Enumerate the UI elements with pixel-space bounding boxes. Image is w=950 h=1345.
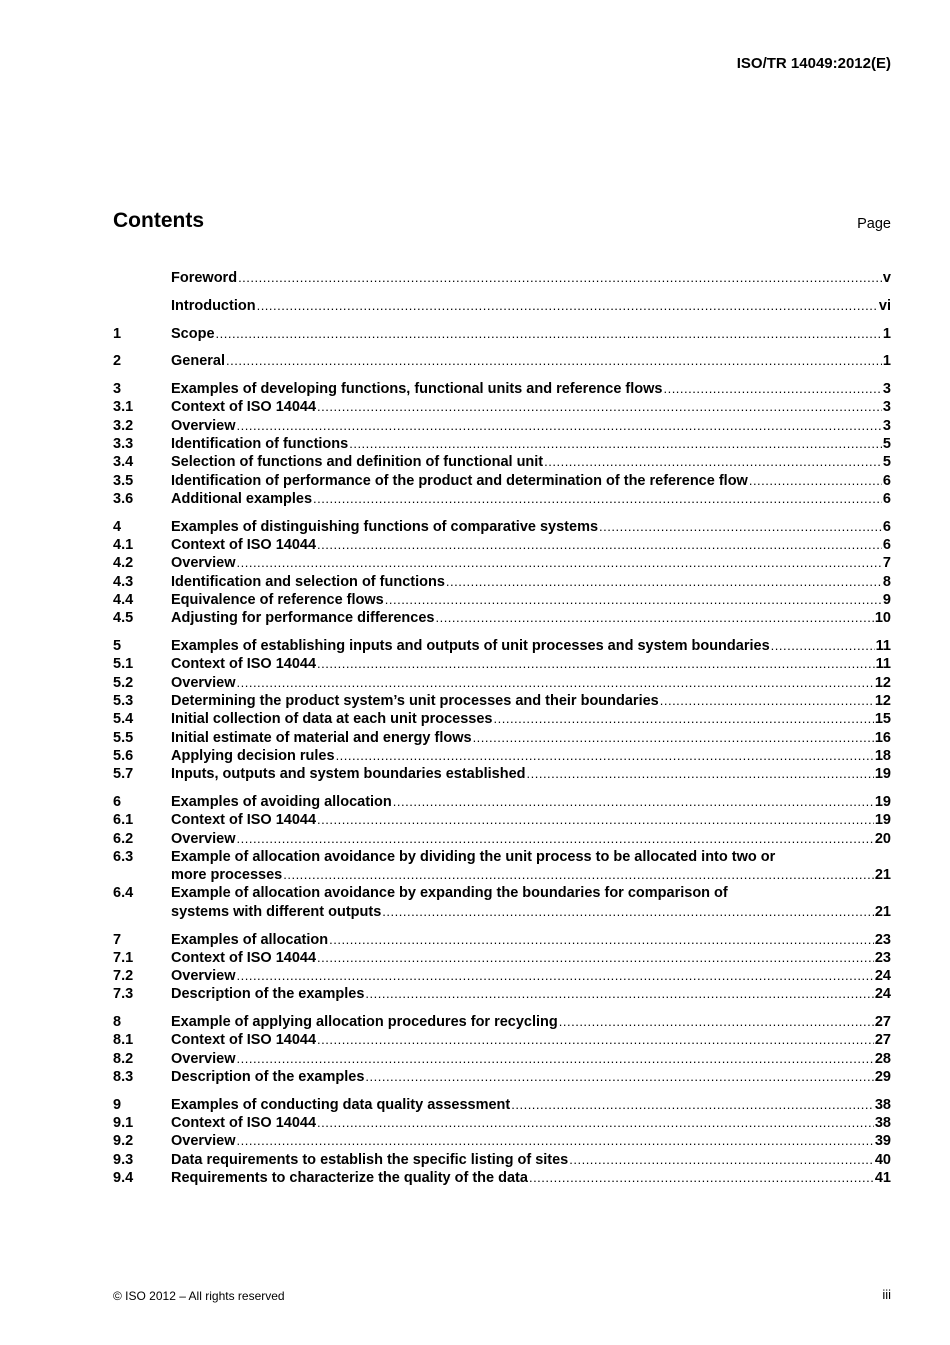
toc-entry-number: 3.2: [113, 417, 134, 434]
dot-leader: [317, 1114, 874, 1132]
toc-entry-page: 18: [874, 747, 891, 764]
toc-entry-page: 27: [874, 1014, 891, 1031]
toc-entry[interactable]: [113, 884, 891, 921]
toc-entry-page: 6: [882, 518, 891, 535]
toc-entry-title: Description of the examples: [171, 1069, 365, 1086]
toc-group: [113, 269, 891, 287]
toc-entry-page: 3: [882, 417, 891, 434]
dot-leader: [237, 1050, 874, 1068]
toc-entry-title: Overview: [171, 417, 236, 434]
toc-entry-title: Adjusting for performance differences: [171, 610, 435, 627]
dot-leader: [257, 297, 878, 315]
toc-entry-page: v: [882, 270, 891, 286]
toc-entry[interactable]: [113, 1151, 891, 1169]
toc-entry-number: 8.3: [113, 1069, 134, 1086]
toc-entry-title-continuation: more processes: [171, 867, 283, 884]
toc-entry-number: 3.5: [113, 472, 134, 489]
toc-group: [113, 637, 891, 783]
dot-leader: [237, 554, 882, 572]
toc-entry-page: 38: [874, 1096, 891, 1113]
dot-leader: [216, 325, 882, 343]
toc-entry-page: 11: [875, 638, 891, 655]
toc-entry-title: Identification and selection of functions: [171, 573, 445, 590]
toc-entry-number: 4.5: [113, 610, 134, 627]
toc-entry-number: 9.4: [113, 1170, 134, 1187]
toc-entry[interactable]: [113, 609, 891, 627]
toc-entry-number: 9.3: [113, 1151, 134, 1168]
dot-leader: [329, 931, 874, 949]
dot-leader: [237, 417, 882, 435]
toc-entry-title: Initial collection of data at each unit processes: [171, 711, 493, 728]
toc-entry-page: 10: [874, 610, 891, 627]
toc-entry-number: 8: [113, 1014, 122, 1031]
toc-entry-title: Overview: [171, 968, 236, 985]
toc-entry-title: Example of allocation avoidance by expanding the boundaries for comparison of: [171, 885, 728, 902]
toc-entry[interactable]: [113, 793, 891, 811]
toc-entry-title: Examples of distinguishing functions of comparative systems: [171, 518, 599, 535]
toc-entry[interactable]: [113, 1031, 891, 1049]
toc-entry[interactable]: [113, 830, 891, 848]
dot-leader: [385, 591, 882, 609]
toc-entry[interactable]: [113, 674, 891, 692]
toc-entry-page: 6: [882, 537, 891, 554]
toc-entry-page: 28: [874, 1050, 891, 1067]
toc-entry-title: Examples of allocation: [171, 931, 329, 948]
dot-leader: [317, 811, 874, 829]
dot-leader: [317, 1031, 874, 1049]
toc-entry[interactable]: [113, 269, 891, 287]
toc-entry[interactable]: [113, 985, 891, 1003]
page-number: iii: [882, 1287, 891, 1302]
dot-leader: [349, 435, 882, 453]
toc-entry-title: Overview: [171, 555, 236, 572]
dot-leader: [660, 692, 874, 710]
toc-entry-number: 7.2: [113, 968, 134, 985]
dot-leader: [473, 729, 874, 747]
dot-leader: [317, 949, 874, 967]
toc-entry-title: Additional examples: [171, 490, 313, 507]
toc-entry-number: 4.3: [113, 573, 134, 590]
toc-entry[interactable]: [113, 655, 891, 673]
toc-entry-title: Overview: [171, 1133, 236, 1150]
toc-entry-title: Applying decision rules: [171, 747, 335, 764]
page-column-label: Page: [857, 216, 891, 232]
toc-entry-number: 3.4: [113, 454, 134, 471]
toc-entry-title: Description of the examples: [171, 986, 365, 1003]
toc-entry-page: 6: [882, 472, 891, 489]
toc-entry-page: 5: [882, 436, 891, 453]
toc-entry[interactable]: [113, 1169, 891, 1187]
toc-entry-page: 16: [874, 729, 891, 746]
toc-entry-title: Context of ISO 14044: [171, 399, 317, 416]
toc-entry-title: Requirements to characterize the quality of the data: [171, 1170, 528, 1187]
toc-entry-number: 4.2: [113, 555, 134, 572]
toc-entry[interactable]: [113, 710, 891, 728]
toc-entry[interactable]: [113, 931, 891, 949]
dot-leader: [527, 765, 874, 783]
toc-entry[interactable]: [113, 536, 891, 554]
toc-entry-number: 5.4: [113, 711, 134, 728]
toc-entry-number: 7.3: [113, 986, 134, 1003]
toc-entry-page: 11: [875, 656, 891, 673]
toc-entry-title: Example of allocation avoidance by dividing the unit process to be allocated into two or: [171, 848, 776, 865]
toc-entry-page: 6: [882, 490, 891, 507]
toc-group: [113, 1013, 891, 1086]
toc-entry-page: 3: [882, 399, 891, 416]
toc-entry-title: Context of ISO 14044: [171, 1115, 317, 1132]
toc-entry-title: Foreword: [171, 270, 238, 286]
toc-entry[interactable]: [113, 453, 891, 471]
dot-leader: [446, 573, 882, 591]
dot-leader: [365, 985, 873, 1003]
dot-leader: [313, 490, 882, 508]
toc-entry[interactable]: [113, 1050, 891, 1068]
dot-leader: [237, 674, 874, 692]
toc-entry-page: 21: [874, 903, 891, 920]
toc-entry-title: Overview: [171, 674, 236, 691]
toc-entry-page: 5: [882, 454, 891, 471]
dot-leader: [663, 380, 881, 398]
toc-entry[interactable]: [113, 692, 891, 710]
toc-entry-page: 1: [882, 353, 891, 370]
toc-entry-number: 3.1: [113, 399, 134, 416]
toc-entry[interactable]: [113, 949, 891, 967]
dot-leader: [382, 903, 874, 921]
toc-entry-title: Context of ISO 14044: [171, 812, 317, 829]
table-of-contents: [113, 269, 891, 1197]
toc-entry[interactable]: [113, 1132, 891, 1150]
toc-entry-number: 4.1: [113, 537, 134, 554]
dot-leader: [317, 536, 882, 554]
dot-leader: [283, 866, 874, 884]
toc-entry[interactable]: [113, 591, 891, 609]
toc-entry-number: 7.1: [113, 949, 134, 966]
toc-entry[interactable]: [113, 1114, 891, 1132]
toc-entry[interactable]: [113, 325, 891, 343]
toc-entry-number: 5.7: [113, 766, 134, 783]
dot-leader: [569, 1151, 874, 1169]
dot-leader: [511, 1096, 874, 1114]
contents-heading: Contents: [113, 209, 204, 232]
toc-entry-number: 5.2: [113, 674, 134, 691]
toc-entry-number: 2: [113, 353, 122, 370]
toc-entry-number: 8.1: [113, 1032, 134, 1049]
dot-leader: [317, 655, 875, 673]
toc-entry-title: Context of ISO 14044: [171, 1032, 317, 1049]
dot-leader: [237, 830, 874, 848]
document-id: ISO/TR 14049:2012(E): [736, 55, 891, 72]
toc-entry[interactable]: [113, 848, 891, 885]
toc-entry-number: 9.2: [113, 1133, 134, 1150]
toc-entry-title: Examples of developing functions, functional units and reference flows: [171, 381, 663, 398]
toc-entry[interactable]: [113, 967, 891, 985]
toc-entry-page: 12: [874, 674, 891, 691]
toc-entry-page: 12: [874, 692, 891, 709]
toc-entry-page: 24: [874, 986, 891, 1003]
toc-group: [113, 931, 891, 1004]
toc-entry-page: 9: [882, 591, 891, 608]
toc-group: [113, 518, 891, 628]
toc-entry-title: Overview: [171, 1050, 236, 1067]
toc-entry-number: 1: [113, 325, 122, 342]
toc-entry-page: 29: [874, 1069, 891, 1086]
toc-entry-number: 5.6: [113, 747, 134, 764]
toc-entry-title: Data requirements to establish the specific listing of sites: [171, 1151, 569, 1168]
dot-leader: [365, 1068, 873, 1086]
toc-group: [113, 297, 891, 315]
dot-leader: [771, 637, 875, 655]
toc-entry[interactable]: [113, 352, 891, 370]
toc-entry-title: Scope: [171, 325, 215, 342]
toc-entry[interactable]: [113, 297, 891, 315]
dot-leader: [393, 793, 874, 811]
toc-group: [113, 325, 891, 343]
toc-entry[interactable]: [113, 747, 891, 765]
toc-entry-page: 24: [874, 968, 891, 985]
toc-entry-number: 6.2: [113, 830, 134, 847]
toc-entry-page: 23: [874, 949, 891, 966]
toc-entry-title: Example of applying allocation procedures for recycling: [171, 1014, 558, 1031]
toc-entry-number: 5.5: [113, 729, 134, 746]
toc-entry-number: 6.1: [113, 812, 134, 829]
toc-entry-page: 38: [874, 1115, 891, 1132]
toc-entry-title: Identification of functions: [171, 436, 349, 453]
toc-entry-title: Selection of functions and definition of functional unit: [171, 454, 544, 471]
toc-entry-number: 4.4: [113, 591, 134, 608]
toc-group: [113, 380, 891, 508]
dot-leader: [336, 747, 874, 765]
toc-entry-number: 9: [113, 1096, 122, 1113]
dot-leader: [544, 453, 882, 471]
toc-entry-page: 21: [874, 867, 891, 884]
toc-entry-page: 23: [874, 931, 891, 948]
toc-group: [113, 793, 891, 921]
toc-entry-title: Examples of avoiding allocation: [171, 793, 392, 810]
toc-entry-number: 3.3: [113, 436, 134, 453]
toc-entry-number: 6.4: [113, 885, 134, 902]
toc-entry[interactable]: [113, 1013, 891, 1031]
toc-entry[interactable]: [113, 380, 891, 398]
toc-entry-title: Equivalence of reference flows: [171, 591, 384, 608]
toc-entry-title: Examples of establishing inputs and outputs of unit processes and system boundaries: [171, 638, 770, 655]
toc-entry-title-continuation: systems with different outputs: [171, 903, 382, 920]
toc-entry[interactable]: [113, 573, 891, 591]
dot-leader: [529, 1169, 874, 1187]
dot-leader: [559, 1013, 874, 1031]
toc-entry[interactable]: [113, 811, 891, 829]
dot-leader: [238, 269, 882, 287]
toc-entry-page: vi: [878, 297, 891, 314]
toc-entry-number: 8.2: [113, 1050, 134, 1067]
toc-entry-title: Overview: [171, 830, 236, 847]
dot-leader: [237, 967, 874, 985]
toc-entry[interactable]: [113, 417, 891, 435]
toc-entry[interactable]: [113, 472, 891, 490]
toc-entry[interactable]: [113, 554, 891, 572]
toc-entry-page: 41: [874, 1170, 891, 1187]
toc-entry-number: 3.6: [113, 490, 134, 507]
toc-entry-page: 8: [882, 573, 891, 590]
toc-entry[interactable]: [113, 518, 891, 536]
toc-entry-title: Identification of performance of the product and determination of the reference flow: [171, 472, 748, 489]
toc-entry[interactable]: [113, 1096, 891, 1114]
toc-entry-title: Initial estimate of material and energy flows: [171, 729, 472, 746]
toc-entry[interactable]: [113, 490, 891, 508]
toc-entry-number: 6: [113, 793, 122, 810]
toc-entry-number: 5.1: [113, 656, 134, 673]
toc-entry[interactable]: [113, 765, 891, 783]
toc-group: [113, 352, 891, 370]
toc-entry[interactable]: [113, 1068, 891, 1086]
toc-entry-page: 3: [882, 381, 891, 398]
dot-leader: [749, 472, 882, 490]
toc-entry-title: Determining the product system’s unit processes and their boundaries: [171, 692, 659, 709]
toc-entry-page: 20: [874, 830, 891, 847]
toc-entry-page: 19: [874, 793, 891, 810]
dot-leader: [317, 398, 882, 416]
toc-entry-page: 19: [874, 812, 891, 829]
toc-entry-number: 6.3: [113, 848, 134, 865]
toc-entry-title: Introduction: [171, 297, 256, 314]
dot-leader: [494, 710, 874, 728]
toc-entry-page: 15: [874, 711, 891, 728]
toc-entry-number: 5.3: [113, 692, 134, 709]
toc-entry-page: 19: [874, 766, 891, 783]
toc-group: [113, 1096, 891, 1187]
toc-entry-number: 9.1: [113, 1115, 134, 1132]
dot-leader: [599, 518, 882, 536]
toc-entry[interactable]: [113, 637, 891, 655]
toc-entry-title: General: [171, 353, 225, 370]
toc-entry-page: 40: [874, 1151, 891, 1168]
toc-entry[interactable]: [113, 435, 891, 453]
toc-entry-title: Context of ISO 14044: [171, 949, 317, 966]
toc-entry-page: 1: [882, 325, 891, 342]
dot-leader: [237, 1132, 874, 1150]
toc-entry-title: Context of ISO 14044: [171, 537, 317, 554]
toc-entry-page: 27: [874, 1032, 891, 1049]
toc-entry-title: Context of ISO 14044: [171, 656, 317, 673]
toc-entry-number: 4: [113, 518, 122, 535]
toc-entry[interactable]: [113, 729, 891, 747]
toc-entry-number: 5: [113, 638, 122, 655]
dot-leader: [435, 609, 873, 627]
toc-entry-number: 7: [113, 931, 122, 948]
copyright-notice: © ISO 2012 – All rights reserved: [113, 1289, 285, 1303]
toc-entry-page: 39: [874, 1133, 891, 1150]
toc-entry[interactable]: [113, 398, 891, 416]
toc-entry-title: Examples of conducting data quality assessment: [171, 1096, 511, 1113]
toc-entry-number: 3: [113, 381, 122, 398]
toc-entry-title: Inputs, outputs and system boundaries established: [171, 766, 526, 783]
dot-leader: [226, 352, 882, 370]
toc-entry-page: 7: [882, 555, 891, 572]
